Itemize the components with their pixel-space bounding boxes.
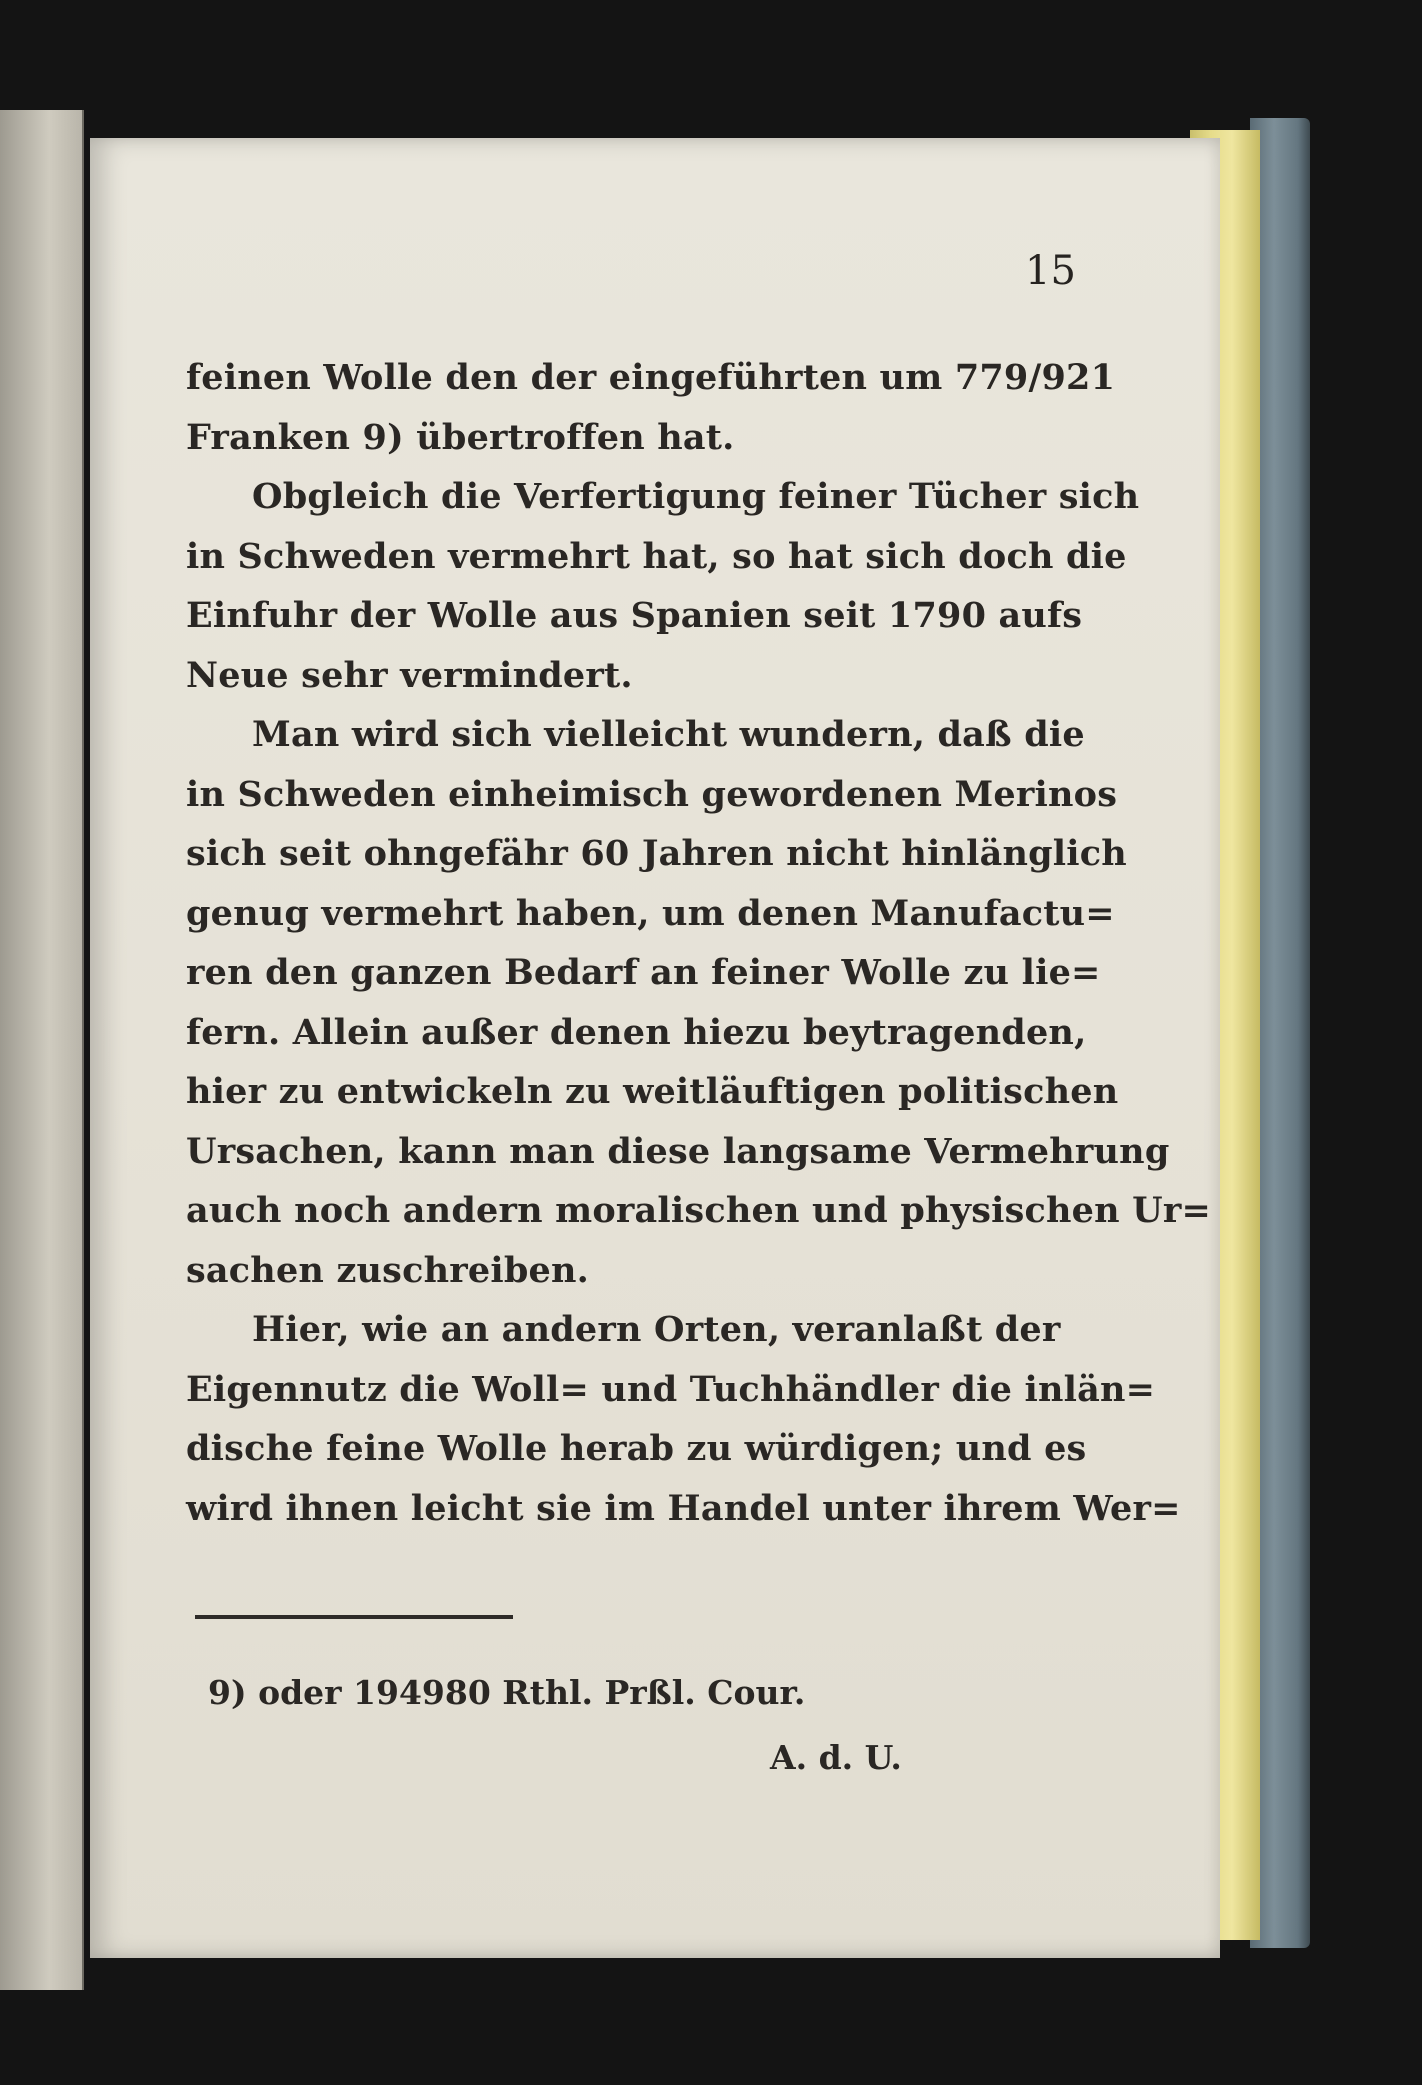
text-line: in Schweden vermehrt hat, so hat sich doch die bbox=[186, 535, 1127, 577]
footnote-signature: A. d. U. bbox=[770, 1738, 902, 1777]
text-line: Ursachen, kann man diese langsame Vermehrung bbox=[186, 1130, 1170, 1172]
text-line: ren den ganzen Bedarf an feiner Wolle zu lie= bbox=[186, 952, 1101, 993]
page-number: 15 bbox=[1025, 248, 1076, 294]
text-line: in Schweden einheimisch gewordenen Merinos bbox=[186, 773, 1118, 815]
book-page bbox=[90, 138, 1220, 1958]
text-line: sachen zuschreiben. bbox=[186, 1249, 590, 1291]
left-page-edge bbox=[0, 110, 84, 1990]
text-line: genug vermehrt haben, um denen Manufactu= bbox=[186, 892, 1115, 934]
text-line: wird ihnen leicht sie im Handel unter ihrem Wer= bbox=[186, 1487, 1181, 1529]
text-line: Franken 9) übertroffen hat. bbox=[186, 416, 735, 458]
text-line: Einfuhr der Wolle aus Spanien seit 1790 aufs bbox=[186, 595, 1083, 636]
text-line: sich seit ohngefähr 60 Jahren nicht hinlänglich bbox=[186, 833, 1127, 874]
footnote: 9) oder 194980 Rthl. Prßl. Cour. bbox=[208, 1673, 806, 1712]
text-line: fern. Allein außer denen hiezu beytragenden, bbox=[186, 1011, 1087, 1053]
text-line: Hier, wie an andern Orten, veranlaßt der bbox=[252, 1309, 1061, 1350]
footnote-rule bbox=[195, 1615, 513, 1619]
text-line: auch noch andern moralischen und physischen Ur= bbox=[186, 1190, 1212, 1231]
text-line: hier zu entwickeln zu weitläuftigen politischen bbox=[186, 1071, 1119, 1112]
text-line: feinen Wolle den der eingeführten um 779/921 bbox=[186, 357, 1116, 398]
text-line: Neue sehr vermindert. bbox=[186, 654, 633, 696]
text-line: Obgleich die Verfertigung feiner Tücher sich bbox=[252, 476, 1140, 517]
text-line: dische feine Wolle herab zu würdigen; und es bbox=[186, 1428, 1087, 1469]
text-line: Eigennutz die Woll= und Tuchhändler die inlän= bbox=[186, 1368, 1156, 1410]
body-text bbox=[186, 348, 1212, 1538]
text-line: Man wird sich vielleicht wundern, daß die bbox=[252, 714, 1085, 755]
